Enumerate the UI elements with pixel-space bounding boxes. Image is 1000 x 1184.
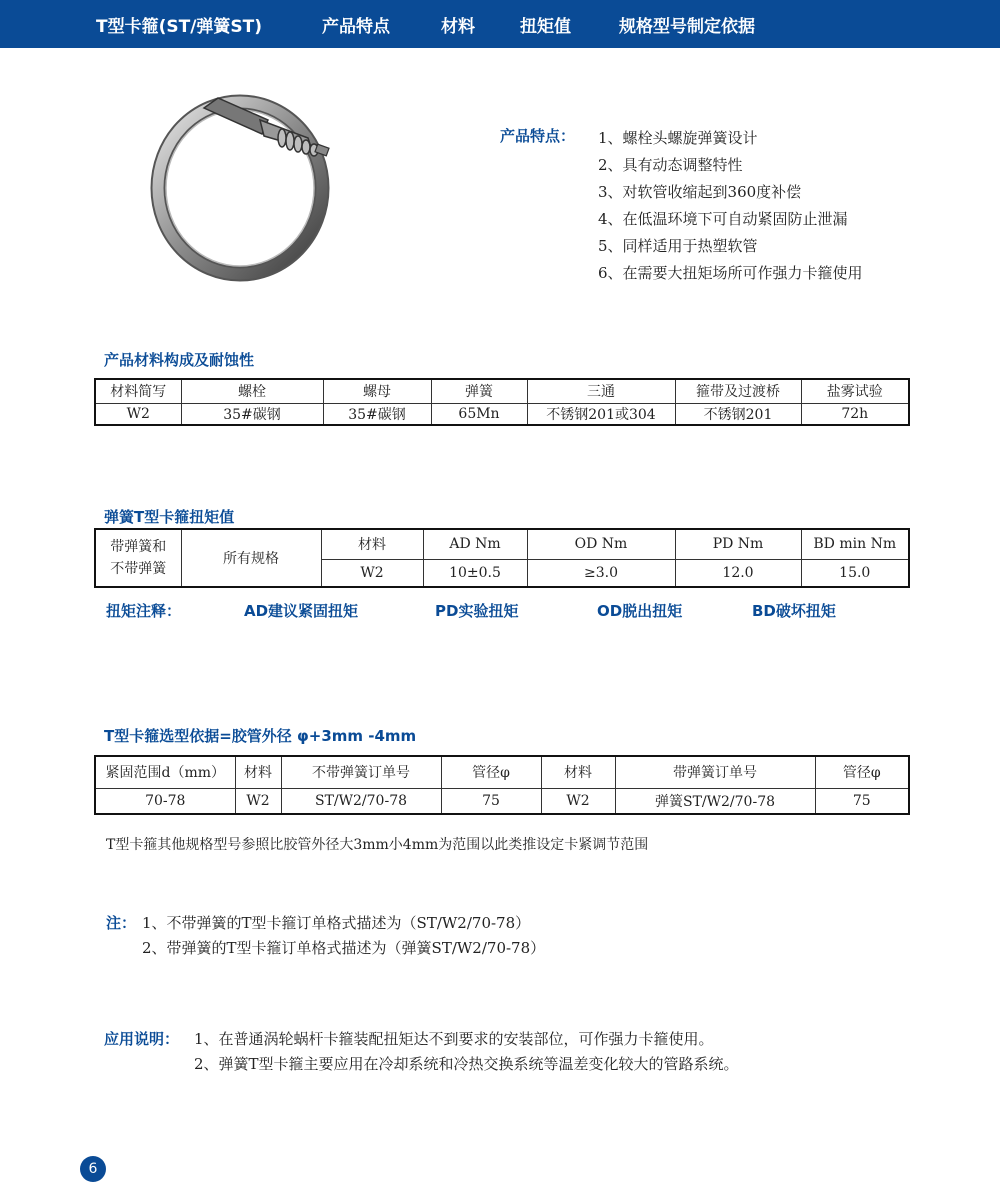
- selection-remark: T型卡箍其他规格型号参照比胶管外径大3mm小4mm为范围以此类推设定卡紧调节范围: [106, 837, 649, 853]
- torque-header-cell: 材料: [321, 529, 423, 559]
- torque-cell: 12.0: [675, 559, 801, 587]
- nav-item-features[interactable]: 产品特点: [322, 17, 390, 37]
- torque-cell: W2: [321, 559, 423, 587]
- materials-cell: W2: [95, 403, 181, 425]
- torque-row-label: [95, 529, 181, 587]
- feature-item: 6、在需要大扭矩场所可作强力卡箍使用: [598, 264, 863, 282]
- materials-header-cell: 材料简写: [95, 379, 181, 403]
- materials-header-cell: 螺母: [323, 379, 431, 403]
- torque-cell: 15.0: [801, 559, 909, 587]
- application-line-1: 1、在普通涡轮蜗杆卡箍装配扭矩达不到要求的安装部位，可作强力卡箍使用。: [194, 1030, 714, 1048]
- materials-cell: 不锈钢201或304: [527, 403, 675, 425]
- feature-item: 4、在低温环境下可自动紧固防止泄漏: [598, 210, 848, 228]
- torque-header-cell: AD Nm: [423, 529, 527, 559]
- torque-note: OD脱出扭矩: [597, 602, 683, 620]
- torque-row-label-line: 不带弹簧: [110, 561, 167, 577]
- selection-header-cell: 材料: [541, 756, 615, 788]
- materials-header-cell: 箍带及过渡桥: [675, 379, 801, 403]
- feature-item: 1、螺栓头螺旋弹簧设计: [598, 129, 758, 147]
- top-nav-bar: [0, 0, 1000, 48]
- selection-cell: ST/W2/70-78: [281, 788, 441, 814]
- materials-cell: 35#碳钢: [323, 403, 431, 425]
- materials-header-cell: 盐雾试验: [801, 379, 909, 403]
- selection-header-cell: 带弹簧订单号: [615, 756, 815, 788]
- torque-header-cell: BD min Nm: [801, 529, 909, 559]
- materials-title: 产品材料构成及耐蚀性: [104, 351, 255, 369]
- application-label: 应用说明：: [104, 1030, 180, 1048]
- torque-header-cell: OD Nm: [527, 529, 675, 559]
- notes-label: 注：: [106, 914, 137, 932]
- materials-cell: 不锈钢201: [675, 403, 801, 425]
- nav-item-materials[interactable]: 材料: [441, 17, 475, 37]
- materials-cell: 72h: [801, 403, 909, 425]
- selection-title: T型卡箍选型依据=胶管外径 φ+3mm -4mm: [104, 727, 417, 745]
- selection-header-cell: 管径φ: [441, 756, 541, 788]
- nav-item-spec-basis[interactable]: 规格型号制定依据: [619, 17, 755, 37]
- application-line-2: 2、弹簧T型卡箍主要应用在冷却系统和冷热交换系统等温差变化较大的管路系统。: [194, 1055, 739, 1073]
- torque-note: BD破坏扭矩: [752, 602, 836, 620]
- feature-item: 2、具有动态调整特性: [598, 156, 743, 174]
- torque-row-label-line: 带弹簧和: [110, 539, 167, 555]
- materials-header-cell: 螺栓: [181, 379, 323, 403]
- torque-notes-label: 扭矩注释：: [106, 602, 182, 620]
- torque-cell: 10±0.5: [423, 559, 527, 587]
- selection-header-cell: 紧固范围d（mm）: [95, 756, 235, 788]
- nav-item-torque[interactable]: 扭矩值: [520, 17, 571, 37]
- features-label: 产品特点：: [500, 127, 576, 145]
- torque-cell: ≥3.0: [527, 559, 675, 587]
- materials-table: [94, 378, 910, 426]
- selection-cell: W2: [541, 788, 615, 814]
- selection-cell: 弹簧ST/W2/70-78: [615, 788, 815, 814]
- selection-table: [94, 755, 910, 815]
- torque-title: 弹簧T型卡箍扭矩值: [104, 508, 235, 526]
- t-clamp-product-image: [140, 80, 350, 290]
- selection-cell: 75: [441, 788, 541, 814]
- torque-spec-cell: 所有规格: [181, 529, 321, 587]
- torque-note: PD实验扭矩: [435, 602, 519, 620]
- feature-item: 3、对软管收缩起到360度补偿: [598, 183, 802, 201]
- materials-cell: 35#碳钢: [181, 403, 323, 425]
- torque-note: AD建议紧固扭矩: [244, 602, 359, 620]
- selection-cell: W2: [235, 788, 281, 814]
- materials-header-cell: 弹簧: [431, 379, 527, 403]
- materials-cell: 65Mn: [431, 403, 527, 425]
- page-number: 6: [80, 1156, 106, 1182]
- torque-table: [94, 528, 910, 588]
- notes-line-2: 2、带弹簧的T型卡箍订单格式描述为（弹簧ST/W2/70-78）: [142, 939, 546, 957]
- selection-cell: 70-78: [95, 788, 235, 814]
- torque-header-cell: PD Nm: [675, 529, 801, 559]
- selection-cell: 75: [815, 788, 909, 814]
- features-list: [598, 125, 863, 287]
- feature-item: 5、同样适用于热塑软管: [598, 237, 758, 255]
- nav-item-t-clamp[interactable]: T型卡箍(ST/弹簧ST): [96, 17, 263, 37]
- selection-header-cell: 不带弹簧订单号: [281, 756, 441, 788]
- selection-header-cell: 材料: [235, 756, 281, 788]
- selection-header-cell: 管径φ: [815, 756, 909, 788]
- materials-header-cell: 三通: [527, 379, 675, 403]
- notes-line-1: 1、不带弹簧的T型卡箍订单格式描述为（ST/W2/70-78）: [142, 914, 531, 932]
